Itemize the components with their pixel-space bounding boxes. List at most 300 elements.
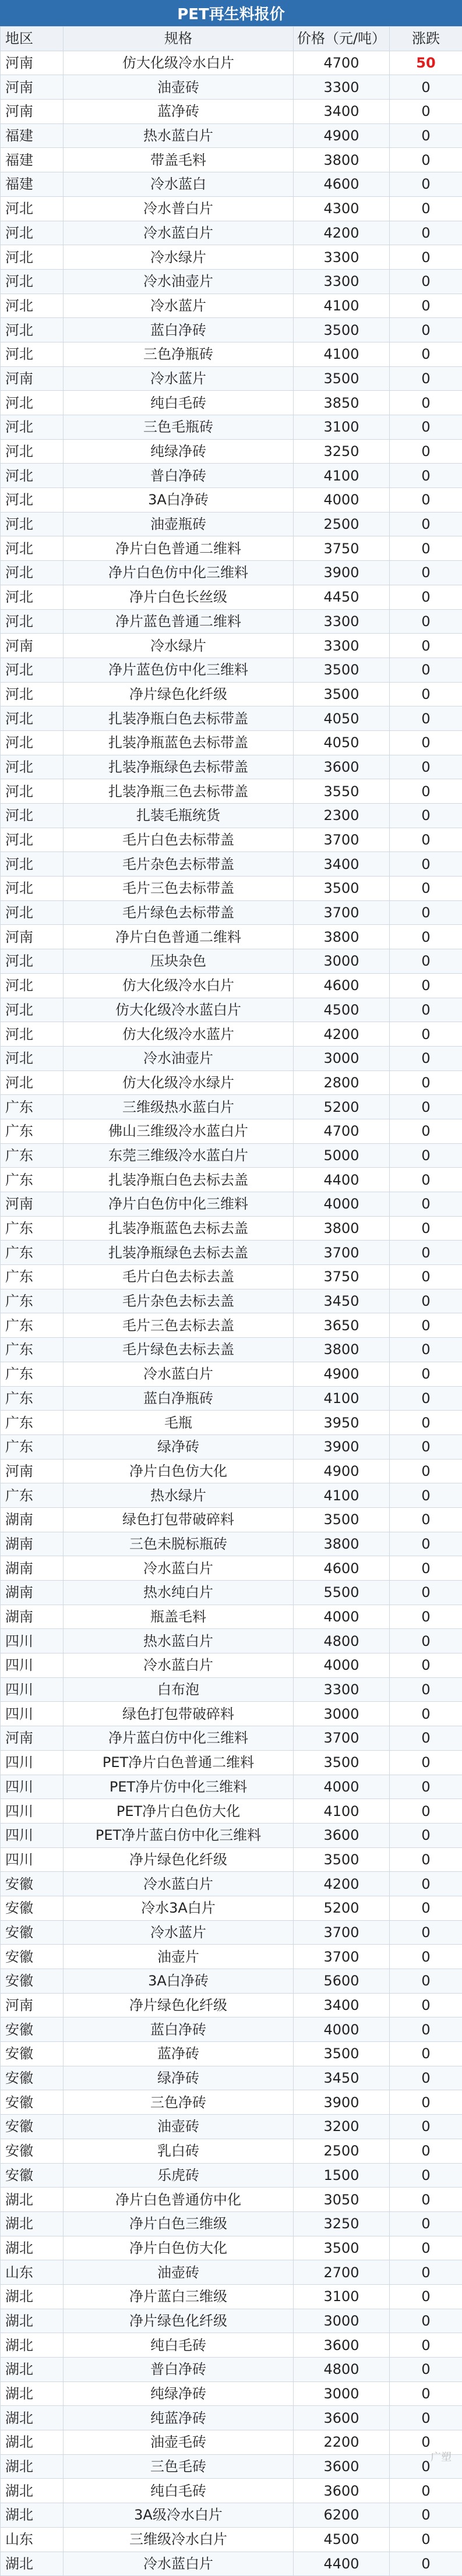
change-cell: 0: [390, 561, 462, 585]
region-cell: 广东: [1, 1411, 64, 1435]
spec-cell: 佛山三维级冷水蓝白片: [64, 1119, 294, 1143]
spec-cell: 净片绿色化纤级: [64, 682, 294, 706]
spec-cell: 毛片绿色去标去盖: [64, 1338, 294, 1362]
header-change: 涨跌: [390, 27, 462, 51]
table-row: [1, 730, 462, 755]
region-cell: 四川: [1, 1750, 64, 1775]
price-cell: 3800: [294, 1216, 390, 1241]
table-row: [1, 1022, 462, 1047]
region-cell: 安徽: [1, 2090, 64, 2115]
price-cell: 3400: [294, 1993, 390, 2017]
price-cell: 5600: [294, 1969, 390, 1994]
table-row: [1, 1581, 462, 1605]
table-row: [1, 1969, 462, 1994]
region-cell: 广东: [1, 1313, 64, 1338]
change-cell: 0: [390, 2017, 462, 2042]
price-cell: 2700: [294, 2260, 390, 2285]
spec-cell: 净片绿色化纤级: [64, 2309, 294, 2333]
spec-cell: PET净片白色普通二维料: [64, 1750, 294, 1775]
region-cell: 河北: [1, 245, 64, 270]
price-cell: 3900: [294, 561, 390, 585]
region-cell: 安徽: [1, 1896, 64, 1920]
price-cell: 3000: [294, 1702, 390, 1726]
table-row: [1, 1726, 462, 1751]
region-cell: 河南: [1, 51, 64, 75]
change-cell: 0: [390, 1847, 462, 1872]
spec-cell: 压块杂色: [64, 949, 294, 974]
table-row: [1, 391, 462, 415]
price-cell: 2200: [294, 2430, 390, 2455]
table-row: [1, 1459, 462, 1483]
change-cell: 0: [390, 2090, 462, 2115]
price-cell: 3600: [294, 1823, 390, 1847]
region-cell: 福建: [1, 148, 64, 172]
table-row: [1, 828, 462, 852]
region-cell: 河北: [1, 1070, 64, 1095]
spec-cell: 净片白色普通二维料: [64, 536, 294, 561]
spec-cell: 三色毛砖: [64, 2454, 294, 2479]
table-row: [1, 634, 462, 658]
table-row: [1, 2090, 462, 2115]
table-row: [1, 658, 462, 682]
spec-cell: 冷水蓝白: [64, 172, 294, 197]
change-cell: 0: [390, 755, 462, 779]
spec-cell: 冷水蓝片: [64, 366, 294, 391]
region-cell: 湖北: [1, 2309, 64, 2333]
region-cell: 广东: [1, 1434, 64, 1459]
change-cell: 0: [390, 1216, 462, 1241]
region-cell: 山东: [1, 2527, 64, 2552]
spec-cell: 白布泡: [64, 1677, 294, 1702]
table-row: [1, 1216, 462, 1241]
table-row: [1, 1313, 462, 1338]
region-cell: 河北: [1, 561, 64, 585]
region-cell: 湖北: [1, 2381, 64, 2406]
change-cell: 0: [390, 1362, 462, 1386]
table-row: [1, 1095, 462, 1119]
region-cell: 广东: [1, 1362, 64, 1386]
price-cell: 3700: [294, 1920, 390, 1945]
spec-cell: 毛片杂色去标带盖: [64, 852, 294, 877]
region-cell: 四川: [1, 1653, 64, 1678]
table-row: [1, 2115, 462, 2139]
spec-cell: 蓝白净砖: [64, 318, 294, 342]
change-cell: 0: [390, 1459, 462, 1483]
price-cell: 4000: [294, 1775, 390, 1799]
table-row: [1, 1241, 462, 1265]
spec-cell: 3A白净砖: [64, 488, 294, 513]
price-cell: 4400: [294, 1168, 390, 1192]
spec-cell: 乳白砖: [64, 2139, 294, 2163]
table-row: [1, 949, 462, 974]
table-row: [1, 318, 462, 342]
table-row: [1, 973, 462, 998]
spec-cell: 绿色打包带破碎料: [64, 1702, 294, 1726]
region-cell: 广东: [1, 1289, 64, 1313]
table-row: [1, 245, 462, 270]
region-cell: 河北: [1, 464, 64, 488]
spec-cell: 油壶砖: [64, 2115, 294, 2139]
header-row: [1, 27, 462, 51]
price-cell: 4800: [294, 1629, 390, 1653]
spec-cell: 净片白色普通二维料: [64, 925, 294, 949]
region-cell: 河南: [1, 925, 64, 949]
region-cell: 广东: [1, 1216, 64, 1241]
spec-cell: 三色净砖: [64, 2090, 294, 2115]
table-row: [1, 585, 462, 609]
region-cell: 河北: [1, 488, 64, 513]
spec-cell: 毛瓶: [64, 1411, 294, 1435]
change-cell: 0: [390, 828, 462, 852]
table-row: [1, 1119, 462, 1143]
spec-cell: 蓝白净砖: [64, 2017, 294, 2042]
spec-cell: 净片绿色化纤级: [64, 1993, 294, 2017]
table-row: [1, 1411, 462, 1435]
spec-cell: 纯白毛砖: [64, 391, 294, 415]
change-cell: 0: [390, 294, 462, 318]
table-row: [1, 1775, 462, 1799]
table-row: [1, 2527, 462, 2552]
price-cell: 4100: [294, 1799, 390, 1824]
price-cell: 4000: [294, 1653, 390, 1678]
spec-cell: 扎装净瓶白色去标去盖: [64, 1168, 294, 1192]
region-cell: 河南: [1, 1993, 64, 2017]
price-cell: 3300: [294, 269, 390, 294]
price-cell: 3900: [294, 2090, 390, 2115]
change-cell: 0: [390, 2163, 462, 2188]
table-row: [1, 1483, 462, 1508]
table-row: [1, 2066, 462, 2090]
price-cell: 3100: [294, 415, 390, 440]
change-cell: 0: [390, 1945, 462, 1969]
region-cell: 广东: [1, 1143, 64, 1168]
change-cell: 0: [390, 1241, 462, 1265]
change-cell: 0: [390, 1653, 462, 1678]
region-cell: 广东: [1, 1119, 64, 1143]
spec-cell: 绿净砖: [64, 2066, 294, 2090]
spec-cell: 仿大化级冷水蓝白片: [64, 998, 294, 1022]
region-cell: 河北: [1, 949, 64, 974]
change-cell: 0: [390, 245, 462, 270]
spec-cell: 冷水绿片: [64, 634, 294, 658]
region-cell: 湖北: [1, 2430, 64, 2455]
region-cell: 湖北: [1, 2358, 64, 2382]
change-cell: 0: [390, 100, 462, 124]
change-cell: 0: [390, 148, 462, 172]
change-cell: 0: [390, 221, 462, 245]
change-cell: 0: [390, 1581, 462, 1605]
change-cell: 0: [390, 804, 462, 828]
price-cell: 4000: [294, 2017, 390, 2042]
change-cell: 0: [390, 2381, 462, 2406]
change-cell: 0: [390, 464, 462, 488]
change-cell: 0: [390, 1046, 462, 1070]
change-cell: 0: [390, 2358, 462, 2382]
change-cell: 0: [390, 1872, 462, 1896]
spec-cell: 冷水蓝白片: [64, 221, 294, 245]
region-cell: 广东: [1, 1265, 64, 1289]
spec-cell: 净片蓝色普通二维料: [64, 609, 294, 634]
price-cell: 4100: [294, 294, 390, 318]
price-cell: 4450: [294, 585, 390, 609]
price-cell: 3500: [294, 1847, 390, 1872]
region-cell: 福建: [1, 172, 64, 197]
spec-cell: 油壶砖: [64, 75, 294, 100]
region-cell: 湖南: [1, 1507, 64, 1532]
change-cell: 0: [390, 512, 462, 536]
change-cell: 0: [390, 1969, 462, 1994]
price-cell: 4900: [294, 1459, 390, 1483]
price-cell: 3250: [294, 2211, 390, 2236]
price-cell: 3050: [294, 2188, 390, 2212]
spec-cell: 冷水3A白片: [64, 1896, 294, 1920]
spec-cell: 毛片白色去标带盖: [64, 828, 294, 852]
change-cell: 0: [390, 682, 462, 706]
change-cell: 0: [390, 2552, 462, 2576]
price-cell: 3300: [294, 75, 390, 100]
table-row: [1, 75, 462, 100]
change-cell: 0: [390, 196, 462, 221]
change-cell: 0: [390, 366, 462, 391]
price-cell: 3750: [294, 536, 390, 561]
change-cell: 0: [390, 318, 462, 342]
change-cell: 0: [390, 2309, 462, 2333]
spec-cell: 扎装净瓶蓝色去标带盖: [64, 730, 294, 755]
table-row: [1, 439, 462, 464]
spec-cell: 三维级冷水白片: [64, 2527, 294, 2552]
change-cell: 0: [390, 730, 462, 755]
table-row: [1, 1847, 462, 1872]
spec-cell: 三色净瓶砖: [64, 342, 294, 366]
change-cell: 0: [390, 2503, 462, 2528]
price-cell: 3800: [294, 148, 390, 172]
spec-cell: 油壶毛砖: [64, 2430, 294, 2455]
price-cell: 3300: [294, 609, 390, 634]
price-cell: 4900: [294, 123, 390, 148]
table-row: [1, 1070, 462, 1095]
region-cell: 河南: [1, 75, 64, 100]
region-cell: 河北: [1, 804, 64, 828]
table-row: [1, 536, 462, 561]
spec-cell: 纯白毛砖: [64, 2333, 294, 2358]
change-cell: 0: [390, 75, 462, 100]
change-cell: 0: [390, 2042, 462, 2066]
region-cell: 湖北: [1, 2454, 64, 2479]
region-cell: 河北: [1, 439, 64, 464]
change-cell: 0: [390, 2527, 462, 2552]
spec-cell: 热水绿片: [64, 1483, 294, 1508]
table-row: [1, 1677, 462, 1702]
spec-cell: 毛片白色去标去盖: [64, 1265, 294, 1289]
table-row: [1, 148, 462, 172]
change-cell: 0: [390, 1629, 462, 1653]
region-cell: 河北: [1, 196, 64, 221]
spec-cell: 纯白毛砖: [64, 2479, 294, 2503]
region-cell: 河北: [1, 415, 64, 440]
change-cell: 0: [390, 2188, 462, 2212]
region-cell: 安徽: [1, 2115, 64, 2139]
region-cell: 四川: [1, 1775, 64, 1799]
price-cell: 2800: [294, 1070, 390, 1095]
table-row: [1, 1143, 462, 1168]
price-cell: 3700: [294, 828, 390, 852]
table-row: [1, 2139, 462, 2163]
region-cell: 河北: [1, 318, 64, 342]
table-row: [1, 1629, 462, 1653]
change-cell: 0: [390, 2406, 462, 2430]
table-row: [1, 998, 462, 1022]
change-cell: 0: [390, 1070, 462, 1095]
price-cell: 3650: [294, 1313, 390, 1338]
table-row: [1, 2479, 462, 2503]
price-cell: 3500: [294, 877, 390, 901]
spec-cell: 东莞三维级冷水蓝白片: [64, 1143, 294, 1168]
region-cell: 河北: [1, 779, 64, 804]
table-row: [1, 852, 462, 877]
spec-cell: 油壶片: [64, 1945, 294, 1969]
spec-cell: 冷水油壶片: [64, 1046, 294, 1070]
spec-cell: 油壶砖: [64, 2260, 294, 2285]
spec-cell: 净片白色长丝级: [64, 585, 294, 609]
price-cell: 3000: [294, 1046, 390, 1070]
region-cell: 湖北: [1, 2479, 64, 2503]
spec-cell: 净片白色仿大化: [64, 1459, 294, 1483]
region-cell: 河南: [1, 1726, 64, 1751]
price-cell: 3300: [294, 1677, 390, 1702]
table-row: [1, 366, 462, 391]
spec-cell: 冷水蓝白片: [64, 1872, 294, 1896]
spec-cell: 绿色打包带破碎料: [64, 1507, 294, 1532]
table-row: [1, 2188, 462, 2212]
change-cell: 0: [390, 342, 462, 366]
price-cell: 4100: [294, 342, 390, 366]
change-cell: 0: [390, 1119, 462, 1143]
table-row: [1, 609, 462, 634]
table-row: [1, 294, 462, 318]
price-cell: 4000: [294, 1192, 390, 1217]
table-row: [1, 2284, 462, 2309]
price-cell: 3550: [294, 779, 390, 804]
table-row: [1, 1168, 462, 1192]
change-cell: 0: [390, 1726, 462, 1751]
region-cell: 四川: [1, 1823, 64, 1847]
spec-cell: 净片白色普通仿中化: [64, 2188, 294, 2212]
table-row: [1, 51, 462, 75]
price-cell: 3850: [294, 391, 390, 415]
price-cell: 4100: [294, 1386, 390, 1411]
price-cell: 3500: [294, 366, 390, 391]
spec-cell: PET净片白色仿大化: [64, 1799, 294, 1824]
price-cell: 4100: [294, 464, 390, 488]
region-cell: 河北: [1, 730, 64, 755]
spec-cell: 热水蓝白片: [64, 123, 294, 148]
table-row: [1, 342, 462, 366]
change-cell: 0: [390, 1434, 462, 1459]
region-cell: 湖北: [1, 2406, 64, 2430]
price-cell: 3600: [294, 2479, 390, 2503]
spec-cell: 扎装净瓶绿色去标去盖: [64, 1241, 294, 1265]
change-cell: 0: [390, 2211, 462, 2236]
change-cell: 0: [390, 1338, 462, 1362]
table-row: [1, 1507, 462, 1532]
price-cell: 5000: [294, 1143, 390, 1168]
region-cell: 河南: [1, 100, 64, 124]
change-cell: 0: [390, 1386, 462, 1411]
spec-cell: 3A级冷水白片: [64, 2503, 294, 2528]
table-header: [1, 27, 462, 51]
region-cell: 安徽: [1, 1920, 64, 1945]
change-cell: 0: [390, 1022, 462, 1047]
price-cell: 3600: [294, 755, 390, 779]
change-cell: 0: [390, 1289, 462, 1313]
change-cell: 0: [390, 1750, 462, 1775]
spec-cell: 乐虎砖: [64, 2163, 294, 2188]
table-row: [1, 1896, 462, 1920]
spec-cell: 瓶盖毛料: [64, 1605, 294, 1629]
spec-cell: 扎装净瓶绿色去标带盖: [64, 755, 294, 779]
region-cell: 安徽: [1, 1872, 64, 1896]
table-row: [1, 2017, 462, 2042]
region-cell: 安徽: [1, 2042, 64, 2066]
change-cell: 0: [390, 1605, 462, 1629]
price-cell: 4300: [294, 196, 390, 221]
spec-cell: 油壶瓶砖: [64, 512, 294, 536]
spec-cell: 仿大化级冷水蓝片: [64, 1022, 294, 1047]
region-cell: 湖北: [1, 2211, 64, 2236]
price-cell: 4000: [294, 1605, 390, 1629]
price-cell: 3700: [294, 1241, 390, 1265]
table-row: [1, 488, 462, 513]
table-row: [1, 2260, 462, 2285]
spec-cell: 净片蓝白三维级: [64, 2284, 294, 2309]
region-cell: 四川: [1, 1629, 64, 1653]
region-cell: 四川: [1, 1677, 64, 1702]
region-cell: 湖南: [1, 1605, 64, 1629]
region-cell: 四川: [1, 1847, 64, 1872]
change-cell: 0: [390, 1896, 462, 1920]
price-cell: 3900: [294, 1434, 390, 1459]
change-cell: 0: [390, 949, 462, 974]
table-row: [1, 1750, 462, 1775]
spec-cell: 热水蓝白片: [64, 1629, 294, 1653]
table-row: [1, 123, 462, 148]
region-cell: 福建: [1, 123, 64, 148]
price-cell: 4800: [294, 2358, 390, 2382]
change-cell: 0: [390, 1823, 462, 1847]
region-cell: 广东: [1, 1483, 64, 1508]
price-cell: 4600: [294, 973, 390, 998]
price-cell: 3300: [294, 245, 390, 270]
region-cell: 河南: [1, 366, 64, 391]
price-cell: 4900: [294, 1362, 390, 1386]
table-row: [1, 1289, 462, 1313]
table-row: [1, 1532, 462, 1556]
table-row: [1, 172, 462, 197]
region-cell: 湖南: [1, 1532, 64, 1556]
region-cell: 河南: [1, 1459, 64, 1483]
spec-cell: 扎装毛瓶统货: [64, 804, 294, 828]
spec-cell: 三维级热水蓝白片: [64, 1095, 294, 1119]
price-cell: 3600: [294, 2406, 390, 2430]
region-cell: 河北: [1, 512, 64, 536]
table-row: [1, 2309, 462, 2333]
change-cell: 0: [390, 2139, 462, 2163]
header-region: 地区: [1, 27, 64, 51]
region-cell: 安徽: [1, 1945, 64, 1969]
table-row: [1, 2503, 462, 2528]
table-row: [1, 1605, 462, 1629]
region-cell: 湖南: [1, 1581, 64, 1605]
